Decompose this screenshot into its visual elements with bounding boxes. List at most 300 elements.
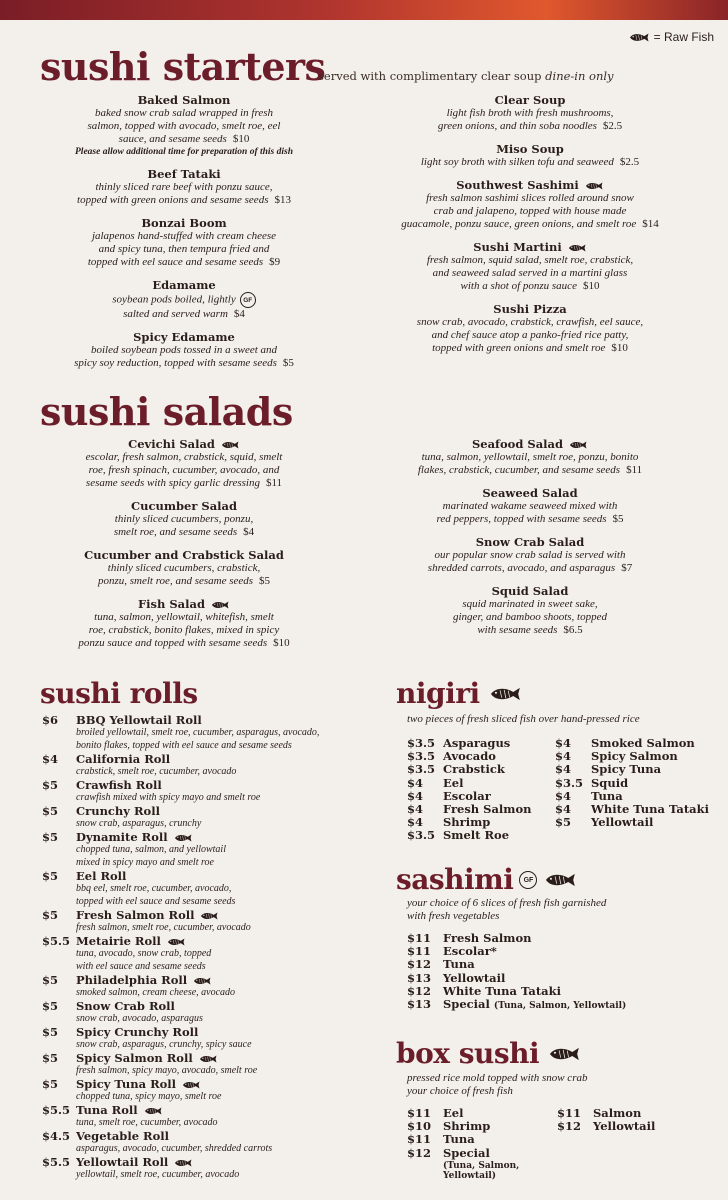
nigiri-name: Eel bbox=[443, 775, 464, 790]
item-description-line: boiled soybean pods tossed in a sweet and bbox=[90, 344, 278, 356]
roll-name bbox=[76, 909, 219, 922]
fish-icon bbox=[199, 912, 219, 920]
box-title: box sushi bbox=[396, 1037, 540, 1070]
fish-icon bbox=[166, 938, 186, 946]
sashimi-name-text: Escolar* bbox=[443, 944, 497, 959]
roll-name-text: Fresh Salmon Roll bbox=[76, 908, 195, 922]
roll-row bbox=[42, 831, 392, 844]
roll-price: $4.5 bbox=[42, 1129, 71, 1143]
item-description bbox=[14, 624, 354, 637]
nigiri-name: Asparagus bbox=[443, 736, 511, 750]
nigiri-price: $4 bbox=[555, 749, 572, 764]
roll-description: chopped tuna, spicy mayo, smelt roe bbox=[76, 1091, 222, 1102]
item-description bbox=[14, 344, 354, 357]
sashimi-name-text: White Tuna Tataki bbox=[443, 983, 561, 998]
box-name: Tuna bbox=[443, 1132, 475, 1147]
roll-price: $5.5 bbox=[42, 1155, 71, 1169]
item-description bbox=[360, 280, 700, 293]
item-description bbox=[14, 477, 354, 490]
item-price: $13 bbox=[274, 194, 291, 206]
sashimi-price: $13 bbox=[407, 997, 432, 1012]
nigiri-name: Squid bbox=[591, 775, 629, 790]
menu-item bbox=[14, 278, 354, 321]
item-name-text: Fish Salad bbox=[138, 597, 205, 611]
item-price: $10 bbox=[232, 133, 250, 145]
item-name-text: Sushi Martini bbox=[473, 240, 562, 254]
item-description bbox=[360, 500, 700, 513]
box-name: Shrimp bbox=[443, 1119, 491, 1134]
item-description-line: light fish broth with fresh mushrooms, bbox=[446, 107, 614, 119]
box-description-line: pressed rice mold topped with snow crab bbox=[407, 1072, 588, 1084]
item-description bbox=[14, 562, 354, 575]
roll-name-text: Vegetable Roll bbox=[76, 1129, 169, 1143]
fish-icon bbox=[543, 873, 577, 887]
item-description bbox=[360, 120, 700, 133]
gluten-free-badge: GF bbox=[519, 871, 537, 889]
roll-name bbox=[76, 1156, 193, 1169]
roll-name bbox=[76, 1078, 201, 1091]
fish-icon bbox=[584, 182, 604, 190]
starters-subtitle-text: served with complimentary clear soup bbox=[318, 69, 542, 83]
nigiri-price: $4 bbox=[555, 802, 572, 817]
item-description bbox=[14, 464, 354, 477]
roll-name-text: Snow Crab Roll bbox=[76, 999, 175, 1013]
item-description bbox=[360, 156, 700, 169]
nigiri-price: $3.5 bbox=[407, 828, 436, 843]
sashimi-name-text: Tuna bbox=[443, 957, 475, 972]
item-name bbox=[14, 548, 354, 562]
menu-item bbox=[14, 437, 354, 490]
roll-name bbox=[76, 753, 170, 766]
box-row bbox=[557, 1120, 703, 1133]
nigiri-name: Spicy Tuna bbox=[591, 762, 662, 777]
nigiri-title: nigiri bbox=[396, 677, 480, 710]
nigiri-header bbox=[396, 677, 522, 710]
item-description-line: tuna, salmon, yellowtail, whitefish, smelt bbox=[94, 611, 274, 623]
fish-icon bbox=[173, 834, 193, 842]
roll-row bbox=[42, 935, 392, 948]
item-name-text: Beef Tataki bbox=[147, 167, 221, 181]
item-description bbox=[14, 133, 354, 146]
fish-icon bbox=[173, 1159, 193, 1167]
roll-name bbox=[76, 1000, 175, 1013]
menu-item bbox=[14, 167, 354, 207]
menu-item bbox=[14, 597, 354, 650]
item-description-line: shredded carrots, avocado, and asparagus bbox=[427, 562, 616, 574]
roll-price: $5 bbox=[42, 1077, 59, 1091]
item-price: $14 bbox=[642, 218, 659, 230]
box-description-line: your choice of fresh fish bbox=[407, 1085, 513, 1097]
roll-description: fresh salmon, smelt roe, cucumber, avocado bbox=[76, 922, 251, 933]
item-description bbox=[360, 598, 700, 611]
sashimi-price: $11 bbox=[407, 931, 432, 945]
item-description bbox=[14, 637, 354, 650]
roll-description: fresh salmon, spicy mayo, avocado, smelt roe bbox=[76, 1065, 258, 1076]
nigiri-price: $4 bbox=[555, 736, 572, 750]
roll-price: $5.5 bbox=[42, 1103, 71, 1117]
item-description bbox=[14, 243, 354, 256]
roll-name-text: BBQ Yellowtail Roll bbox=[76, 713, 202, 727]
item-description bbox=[14, 256, 354, 269]
roll-name bbox=[76, 831, 193, 844]
nigiri-table bbox=[407, 737, 728, 843]
roll-row bbox=[42, 714, 392, 727]
roll-name-text: Yellowtail Roll bbox=[76, 1155, 169, 1169]
nigiri-price: $3.5 bbox=[555, 775, 584, 790]
starters-right-column bbox=[360, 93, 700, 364]
roll-description: crabstick, smelt roe, cucumber, avocado bbox=[76, 766, 237, 777]
item-description-line: jalapenos hand-stuffed with cream cheese bbox=[91, 230, 277, 242]
fish-icon bbox=[181, 1081, 201, 1089]
starters-subtitle bbox=[318, 69, 614, 83]
roll-price: $6 bbox=[42, 713, 59, 727]
roll-price: $5 bbox=[42, 869, 59, 883]
box-price: $11 bbox=[407, 1132, 432, 1147]
item-description-line: sauce, and sesame seeds bbox=[118, 133, 227, 145]
item-name bbox=[360, 240, 700, 254]
item-description bbox=[360, 254, 700, 267]
item-name bbox=[360, 302, 700, 316]
item-name bbox=[14, 93, 354, 107]
roll-price: $4 bbox=[42, 752, 59, 766]
box-name: Special bbox=[443, 1145, 490, 1160]
nigiri-price: $4 bbox=[407, 802, 424, 817]
roll-description: snow crab, asparagus, crunchy, spicy sauce bbox=[76, 1039, 252, 1050]
roll-name bbox=[76, 974, 212, 987]
box-name: Yellowtail bbox=[593, 1119, 656, 1134]
roll-row bbox=[42, 779, 392, 792]
roll-name bbox=[76, 714, 202, 727]
nigiri-name: Yellowtail bbox=[591, 815, 654, 830]
item-description bbox=[360, 218, 700, 231]
item-price: $9 bbox=[269, 256, 281, 268]
roll-price: $5 bbox=[42, 1025, 59, 1039]
item-description-line: salmon, topped with avocado, smelt roe, eel bbox=[87, 120, 281, 132]
item-description-line: thinly sliced cucumbers, ponzu, bbox=[114, 513, 254, 525]
roll-name-text: Crunchy Roll bbox=[76, 804, 160, 818]
nigiri-description: two pieces of fresh sliced fish over hand-pressed rice bbox=[407, 713, 640, 725]
item-name-text: Clear Soup bbox=[494, 93, 566, 107]
item-name-text: Sushi Pizza bbox=[493, 302, 567, 316]
roll-row bbox=[42, 1052, 392, 1065]
box-price: $11 bbox=[557, 1106, 582, 1120]
sashimi-header bbox=[396, 863, 577, 896]
item-description-line: squid marinated in sweet sake, bbox=[462, 598, 598, 610]
item-description bbox=[360, 329, 700, 342]
roll-name-text: Metairie Roll bbox=[76, 934, 161, 948]
nigiri-price: $4 bbox=[407, 775, 424, 790]
roll-name bbox=[76, 1052, 218, 1065]
fish-icon bbox=[488, 687, 522, 701]
item-price: $11 bbox=[626, 464, 643, 476]
item-name-text: Bonzai Boom bbox=[141, 216, 227, 230]
roll-price: $5 bbox=[42, 1051, 59, 1065]
roll-name-text: Eel Roll bbox=[76, 869, 127, 883]
item-name-text: Southwest Sashimi bbox=[456, 178, 579, 192]
item-name bbox=[14, 330, 354, 344]
item-description bbox=[360, 464, 700, 477]
sashimi-name bbox=[443, 945, 703, 958]
item-description-line: our popular snow crab salad is served with bbox=[434, 549, 626, 561]
item-description-line: escolar, fresh salmon, crabstick, squid, smelt bbox=[85, 451, 283, 463]
roll-name-text: Philadelphia Roll bbox=[76, 973, 188, 987]
roll-row bbox=[42, 974, 392, 987]
roll-row bbox=[42, 1104, 392, 1117]
item-price: $10 bbox=[273, 637, 290, 649]
roll-price: $5 bbox=[42, 973, 59, 987]
item-description bbox=[360, 342, 700, 355]
roll-name-text: California Roll bbox=[76, 752, 171, 766]
sashimi-extra: (Tuna, Salmon, Yellowtail) bbox=[493, 1001, 627, 1012]
nigiri-name: Avocado bbox=[443, 749, 496, 764]
box-name: Eel bbox=[443, 1106, 464, 1120]
item-description bbox=[14, 308, 354, 321]
roll-description: snow crab, asparagus, crunchy bbox=[76, 818, 202, 829]
sashimi-description-line: your choice of 6 slices of fresh fish garnished bbox=[407, 897, 607, 909]
item-description-line: baked snow crab salad wrapped in fresh bbox=[94, 107, 274, 119]
item-description bbox=[14, 181, 354, 194]
box-table bbox=[407, 1107, 703, 1181]
item-description-line: roe, fresh spinach, cucumber, avocado, and bbox=[88, 464, 280, 476]
roll-description: crawfish mixed with spicy mayo and smelt roe bbox=[76, 792, 261, 803]
menu-item bbox=[360, 240, 700, 293]
nigiri-price: $3.5 bbox=[407, 749, 436, 764]
box-price: $12 bbox=[557, 1119, 582, 1134]
box-description bbox=[407, 1072, 717, 1098]
roll-price: $5.5 bbox=[42, 934, 71, 948]
starters-left-column bbox=[14, 93, 354, 379]
fish-icon bbox=[143, 1107, 163, 1115]
fish-icon bbox=[192, 977, 212, 985]
item-price: $11 bbox=[265, 477, 283, 489]
item-name bbox=[360, 584, 700, 598]
nigiri-price: $5 bbox=[555, 815, 572, 830]
item-description-line: soybean pods boiled, lightly bbox=[112, 293, 236, 306]
roll-description: broiled yellowtail, smelt roe, cucumber, asparagus, avocado, bbox=[76, 727, 320, 738]
fish-icon bbox=[568, 441, 588, 449]
item-description-line: snow crab, avocado, crabstick, crawfish, eel sauce, bbox=[416, 316, 644, 328]
item-price: $5 bbox=[612, 513, 624, 525]
item-name bbox=[360, 437, 700, 451]
item-description bbox=[360, 611, 700, 624]
item-description bbox=[14, 107, 354, 120]
roll-name bbox=[76, 1026, 198, 1039]
item-name bbox=[360, 93, 700, 107]
roll-description: with eel sauce and sesame seeds bbox=[76, 961, 206, 972]
menu-item bbox=[14, 93, 354, 158]
roll-name-text: Spicy Tuna Roll bbox=[76, 1077, 177, 1091]
item-description-line: smelt roe, and sesame seeds bbox=[113, 526, 238, 538]
nigiri-name: Spicy Salmon bbox=[591, 749, 678, 764]
item-name bbox=[14, 437, 354, 451]
item-description bbox=[360, 107, 700, 120]
box-price: $12 bbox=[407, 1145, 432, 1160]
roll-name bbox=[76, 1130, 169, 1143]
item-description-line: thinly sliced rare beef with ponzu sauce, bbox=[95, 181, 273, 193]
nigiri-name: White Tuna Tataki bbox=[591, 802, 709, 817]
roll-description: topped with eel sauce and sesame seeds bbox=[76, 896, 236, 907]
item-description bbox=[360, 267, 700, 280]
item-name-text: Cucumber Salad bbox=[130, 499, 238, 513]
roll-description: bonito flakes, topped with eel sauce and sesame seeds bbox=[76, 740, 292, 751]
starters-title: sushi starters bbox=[40, 44, 326, 89]
sashimi-table bbox=[407, 932, 703, 1013]
nigiri-name: Fresh Salmon bbox=[443, 802, 532, 817]
item-description-line: ponzu sauce and topped with sesame seeds bbox=[78, 637, 268, 649]
sashimi-name-text: Fresh Salmon bbox=[443, 931, 532, 945]
roll-row bbox=[42, 753, 392, 766]
item-description-line: marinated wakame seaweed mixed with bbox=[442, 500, 618, 512]
fish-icon bbox=[567, 244, 587, 252]
item-description-line: light soy broth with silken tofu and seaweed bbox=[420, 156, 614, 168]
sashimi-price: $12 bbox=[407, 983, 432, 998]
nigiri-price: $4 bbox=[407, 815, 424, 830]
item-description bbox=[14, 611, 354, 624]
salads-right-column bbox=[360, 437, 700, 646]
nigiri-price: $3.5 bbox=[407, 762, 436, 777]
item-description-line: with a shot of ponzu sauce bbox=[460, 280, 577, 292]
item-price: $10 bbox=[582, 280, 600, 292]
item-description bbox=[360, 192, 700, 205]
item-name bbox=[360, 486, 700, 500]
item-description bbox=[14, 194, 354, 207]
item-description-line: red peppers, topped with sesame seeds bbox=[436, 513, 607, 525]
item-description bbox=[360, 624, 700, 637]
roll-description: tuna, smelt roe, cucumber, avocado bbox=[76, 1117, 218, 1128]
item-description-line: salted and served warm bbox=[123, 308, 228, 320]
nigiri-price: $4 bbox=[555, 762, 572, 777]
item-description bbox=[14, 357, 354, 370]
item-name bbox=[14, 167, 354, 181]
roll-name-text: Tuna Roll bbox=[76, 1103, 138, 1117]
legend-label: = Raw Fish bbox=[653, 30, 714, 44]
roll-description: smoked salmon, cream cheese, avocado bbox=[76, 987, 236, 998]
item-description-line: ginger, and bamboo shoots, topped bbox=[453, 611, 607, 623]
item-name-text: Spicy Edamame bbox=[133, 330, 235, 344]
item-price: $7 bbox=[621, 562, 633, 574]
box-row bbox=[407, 1133, 557, 1146]
roll-name bbox=[76, 870, 126, 883]
item-description-line: ponzu, smelt roe, and sesame seeds bbox=[97, 575, 254, 587]
item-description bbox=[360, 562, 700, 575]
sashimi-price: $13 bbox=[407, 970, 432, 985]
nigiri-name: Shrimp bbox=[443, 815, 491, 830]
menu-item bbox=[360, 486, 700, 526]
fish-icon bbox=[210, 601, 230, 609]
menu-item bbox=[360, 535, 700, 575]
roll-row bbox=[42, 1078, 392, 1091]
item-name-text: Cucumber and Crabstick Salad bbox=[84, 548, 284, 562]
box-row bbox=[407, 1147, 557, 1160]
item-price: $2.5 bbox=[602, 120, 623, 132]
box-price: $11 bbox=[407, 1106, 432, 1120]
nigiri-price: $4 bbox=[407, 788, 424, 803]
item-price: $5 bbox=[282, 357, 294, 369]
roll-row bbox=[42, 909, 392, 922]
sashimi-name-text: Yellowtail bbox=[443, 970, 506, 985]
item-name bbox=[14, 597, 354, 611]
item-description-line: roe, crabstick, bonito flakes, mixed in spicy bbox=[88, 624, 280, 636]
fish-icon bbox=[628, 33, 650, 42]
roll-description: yellowtail, smelt roe, cucumber, avocado bbox=[76, 1169, 240, 1180]
item-price: $6.5 bbox=[563, 624, 583, 636]
item-description-line: flakes, crabstick, cucumber, and sesame seeds bbox=[417, 464, 621, 476]
sashimi-description-line: with fresh vegetables bbox=[407, 910, 500, 922]
item-price: $10 bbox=[611, 342, 628, 354]
item-description bbox=[14, 292, 354, 308]
roll-price: $5 bbox=[42, 804, 59, 818]
item-price: $4 bbox=[243, 526, 255, 538]
roll-row bbox=[42, 1000, 392, 1013]
item-name-text: Snow Crab Salad bbox=[475, 535, 585, 549]
roll-name-text: Dynamite Roll bbox=[76, 830, 168, 844]
item-description bbox=[360, 451, 700, 464]
item-description-line: and seaweed salad served in a martini glass bbox=[432, 267, 628, 279]
menu-item bbox=[14, 216, 354, 269]
item-price: $4 bbox=[233, 308, 245, 320]
item-description-line: topped with green onions and smelt roe bbox=[432, 342, 606, 354]
item-description-line: fresh salmon sashimi slices rolled around snow bbox=[426, 192, 634, 204]
item-name bbox=[360, 178, 700, 192]
roll-description: asparagus, avocado, cucumber, shredded carrots bbox=[76, 1143, 273, 1154]
top-accent-bar bbox=[0, 0, 728, 20]
sashimi-name-text: Special bbox=[443, 997, 490, 1012]
item-name-text: Edamame bbox=[152, 278, 216, 292]
item-description bbox=[360, 205, 700, 218]
sashimi-description bbox=[407, 897, 717, 923]
nigiri-name: Crabstick bbox=[443, 762, 505, 777]
item-description-line: guacamole, ponzu sauce, green onions, and smelt roe bbox=[401, 218, 637, 230]
item-description-line: tuna, salmon, yellowtail, smelt roe, ponzu, bonito bbox=[421, 451, 639, 463]
item-name-text: Baked Salmon bbox=[137, 93, 231, 107]
fish-icon bbox=[547, 1047, 581, 1061]
roll-row bbox=[42, 1026, 392, 1039]
item-name bbox=[14, 216, 354, 230]
roll-price: $5 bbox=[42, 999, 59, 1013]
box-special-note: (Tuna, Salmon, Yellowtail) bbox=[443, 1160, 520, 1181]
item-description bbox=[14, 513, 354, 526]
roll-description: bbq eel, smelt roe, cucumber, avocado, bbox=[76, 883, 232, 894]
roll-name-text: Spicy Crunchy Roll bbox=[76, 1025, 199, 1039]
nigiri-name: Escolar bbox=[443, 788, 491, 803]
item-description bbox=[14, 575, 354, 588]
item-description-line: and chef sauce atop a panko-fried rice patty, bbox=[431, 329, 629, 341]
box-name: Salmon bbox=[593, 1106, 642, 1120]
item-note: Please allow additional time for preparation of this dish bbox=[75, 147, 293, 157]
item-price: $5 bbox=[259, 575, 271, 587]
roll-price: $5 bbox=[42, 778, 59, 792]
roll-name bbox=[76, 779, 162, 792]
roll-row bbox=[42, 1156, 392, 1169]
item-description bbox=[14, 120, 354, 133]
sashimi-price: $12 bbox=[407, 957, 432, 972]
nigiri-name: Smelt Roe bbox=[443, 828, 510, 843]
roll-name-text: Crawfish Roll bbox=[76, 778, 162, 792]
item-description-line: with sesame seeds bbox=[477, 624, 558, 636]
roll-row bbox=[42, 1130, 392, 1143]
item-name bbox=[360, 142, 700, 156]
item-description-line: crab and jalapeno, topped with house made bbox=[433, 205, 627, 217]
nigiri-price: $3.5 bbox=[407, 736, 436, 750]
roll-name bbox=[76, 935, 186, 948]
item-name-text: Seafood Salad bbox=[471, 437, 564, 451]
item-description-line: green onions, and thin soba noodles bbox=[437, 120, 597, 132]
item-name bbox=[14, 278, 354, 292]
menu-item bbox=[360, 584, 700, 637]
roll-description: mixed in spicy mayo and smelt roe bbox=[76, 857, 214, 868]
nigiri-name: Tuna bbox=[591, 788, 623, 803]
raw-fish-legend bbox=[628, 30, 714, 44]
